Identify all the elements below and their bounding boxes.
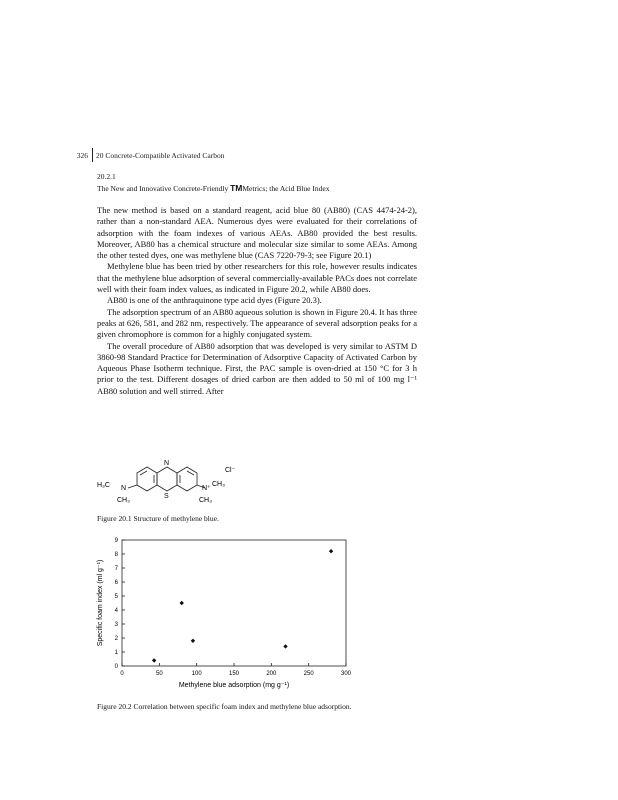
label-n-right: N⁺	[202, 485, 211, 492]
y-tick-label: 3	[114, 622, 118, 628]
paragraph-5: The overall procedure of AB80 adsorption that was developed is very similar to ASTM D 3860-98 Standard Practice for Determination of Adsorptive Capacity of Activated Carbon by Aqueous Phase Isotherm technique. First, the PAC sample is oven-dried at 150 °C for 3 h prior to the test. Different dosages of dried carbon are then added to 50 ml of 100 mg l⁻¹ AB80 solution and well stirred. After	[97, 340, 417, 396]
structure-bonds	[128, 467, 205, 491]
data-points	[152, 549, 333, 663]
paragraph-4: The adsorption spectrum of an AB80 aqueous solution is shown in Figure 20.4. It has three peaks at 626, 581, and 282 nm, respectively. The appearance of several adsorption peaks for a given chromophore is common for a highly conjugated system.	[97, 306, 417, 340]
header-divider	[92, 148, 93, 162]
data-point	[152, 658, 156, 662]
x-tick-label: 50	[155, 671, 163, 677]
body-text	[97, 205, 417, 397]
section-title-tm: TM	[230, 183, 243, 193]
y-tick-label: 0	[114, 664, 118, 670]
section-number: 20.2.1	[97, 172, 116, 181]
label-s: S	[164, 493, 169, 500]
x-tick-label: 0	[120, 671, 124, 677]
x-tick-label: 100	[191, 671, 202, 677]
label-cl: Cl⁻	[225, 467, 236, 474]
data-point	[283, 644, 287, 648]
data-point	[191, 639, 195, 643]
x-tick-label: 250	[303, 671, 314, 677]
foam-index-scatter-chart	[90, 532, 360, 698]
y-tick-label: 7	[114, 566, 118, 572]
label-n-left: N	[121, 485, 127, 492]
y-axis-label: Specific foam index (ml g⁻¹)	[97, 559, 104, 647]
label-n-top: N	[164, 460, 170, 467]
figure-20-1-caption: Figure 20.1 Structure of methylene blue.	[97, 514, 219, 523]
paragraph-1: The new method is based on a standard reagent, acid blue 80 (AB80) (CAS 4474-24-2), rather than a non-standard AEA. Numerous dyes were evaluated for their correlations of adsorption with the foam indexes of various AEAs. AB80 provided the best results. Moreover, AB80 has a chemical structure and molecular size similar to some AEAs. Among the other tested dyes, one was methylene blue (CAS 7220-79-3; see Figure 20.1)	[97, 205, 417, 261]
y-axis-ticks	[115, 538, 125, 670]
section-title-prefix: The New and Innovative Concrete-Friendly	[97, 184, 231, 193]
x-tick-label: 150	[228, 671, 240, 677]
y-tick-label: 8	[114, 552, 118, 558]
page-number: 326	[76, 151, 88, 160]
paragraph-3: AB80 is one of the anthraquinone type acid dyes (Figure 20.3).	[107, 295, 322, 306]
figure-20-2-caption: Figure 20.2 Correlation between specific foam index and methylene blue adsorption.	[97, 702, 352, 711]
label-ch3-left: CH₃	[117, 497, 130, 504]
section-title	[97, 183, 329, 193]
y-tick-label: 6	[114, 580, 118, 586]
label-ch3-right-bottom: CH₃	[199, 497, 212, 504]
y-tick-label: 9	[114, 538, 118, 544]
running-header	[68, 151, 225, 160]
x-tick-label: 200	[266, 671, 277, 677]
methylene-blue-structure	[97, 458, 257, 508]
chapter-label: 20 Concrete-Compatible Activated Carbon	[96, 151, 225, 160]
label-h3c: H₃C	[97, 482, 110, 489]
paragraph-2: Methylene blue has been tried by other researchers for this role, however results indicates that the methylene blue adsorption of several commercially-available PACs does not correlate well with their foam index values, as indicated in Figure 20.2, while AB80 does.	[97, 261, 417, 295]
x-tick-label: 300	[340, 671, 352, 677]
data-point	[180, 601, 184, 605]
data-point	[329, 549, 333, 553]
y-tick-label: 5	[114, 594, 118, 600]
y-tick-label: 1	[114, 650, 118, 656]
section-title-suffix: Metrics; the Acid Blue Index	[242, 184, 330, 193]
label-ch3-right-side: CH₃	[212, 481, 225, 488]
plot-area-frame	[122, 540, 346, 666]
x-axis-label: Methylene blue adsorption (mg g⁻¹)	[178, 682, 290, 689]
y-tick-label: 2	[114, 636, 118, 642]
y-tick-label: 4	[114, 608, 118, 614]
x-axis-ticks	[120, 663, 351, 677]
